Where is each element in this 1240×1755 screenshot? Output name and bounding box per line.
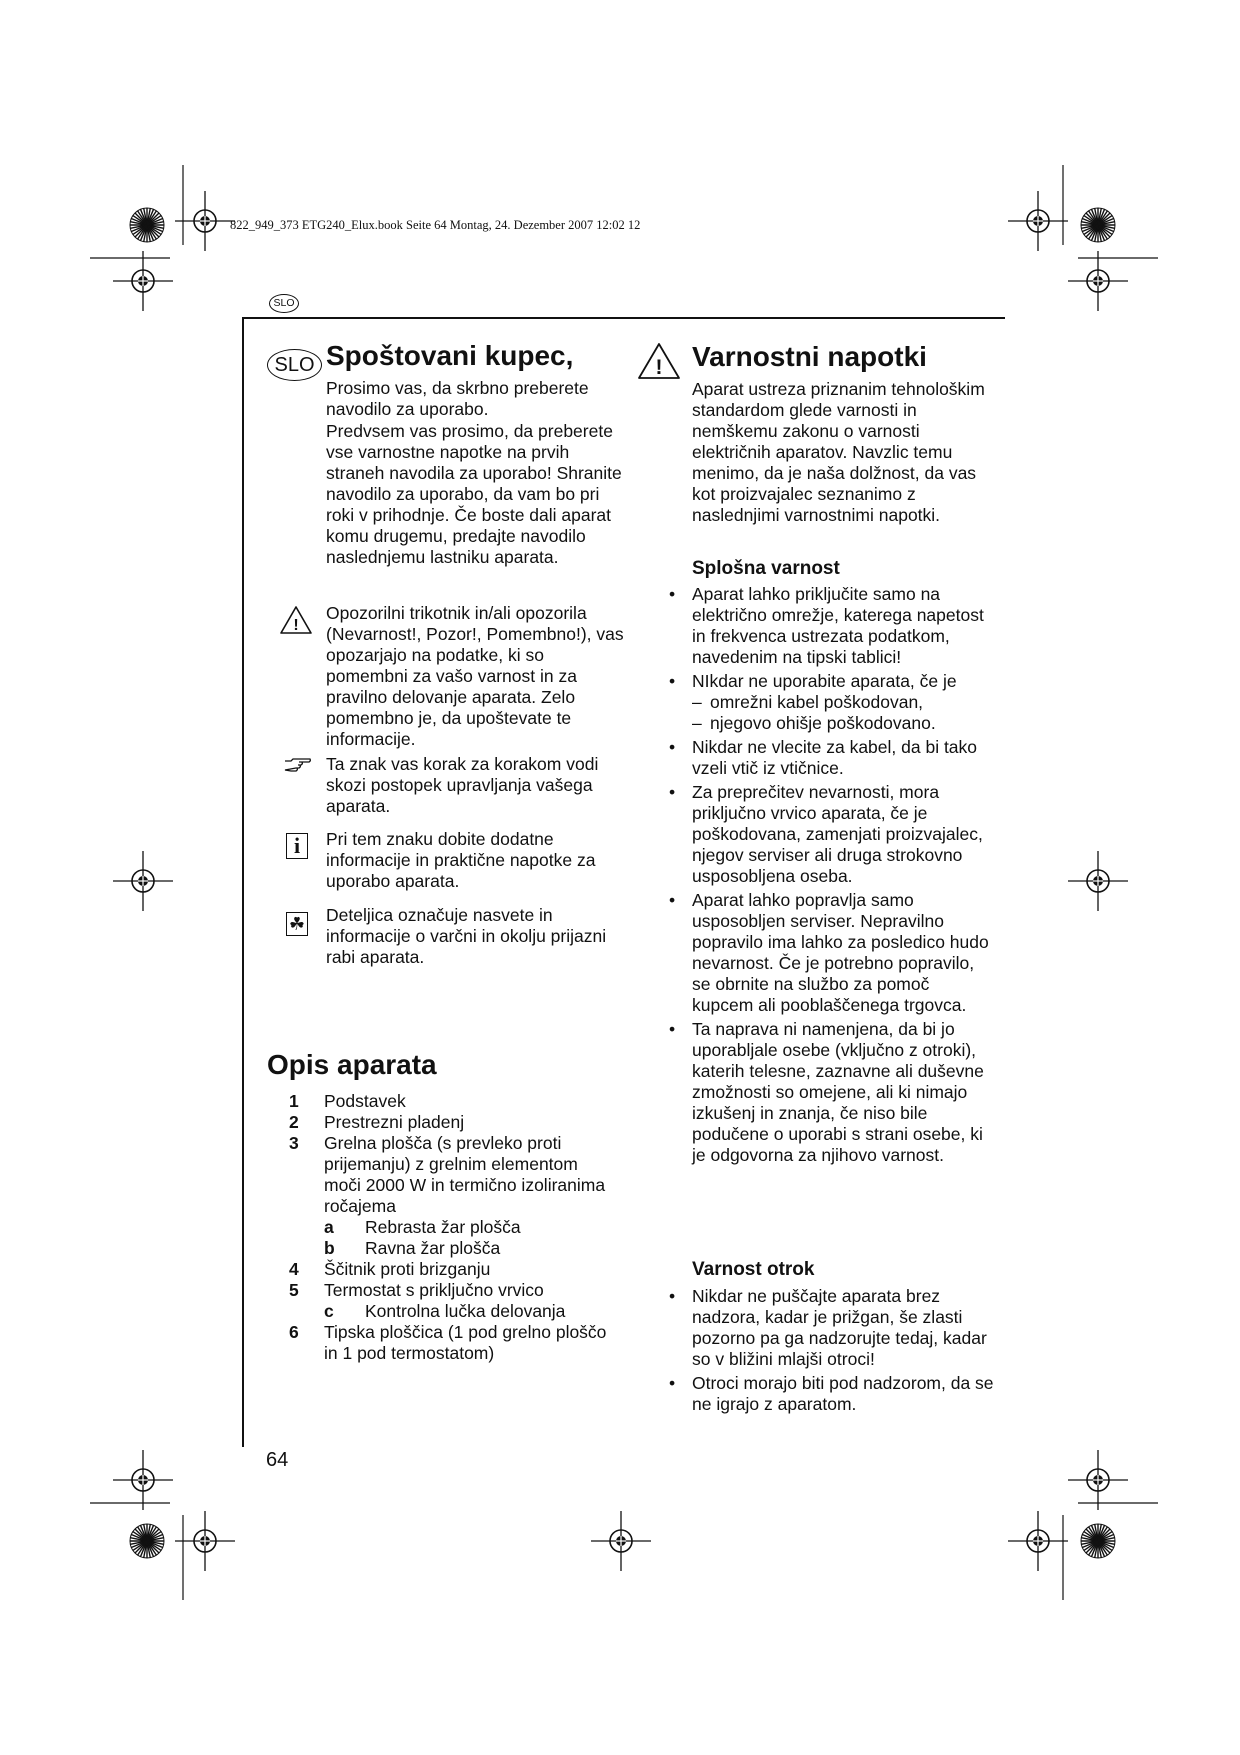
list-item: • Nikdar ne vlecite za kabel, da bi tako vzeli vtič iz vtičnice. — [674, 737, 994, 779]
list-item: • Ta naprava ni namenjena, da bi jo uporabljale osebe (vključno z otroki), katerih telesne, zaznavne ali duševne zmožnosti so omejene, ali ki nimajo izkušenj in znanja, če niso bile podučene o uporabi s strani osebe, ki je odgovorna za njihovo varnost. — [674, 1019, 994, 1166]
left-rule — [242, 317, 244, 1447]
list-item: • NIkdar ne uporabite aparata, če je – omrežni kabel poškodovan, – njegovo ohišje poškodovano. — [674, 671, 994, 734]
safety-warning-icon — [637, 342, 681, 380]
list-item: • Aparat lahko popravlja samo usposobljen serviser. Nepravilno popravilo ima lahko za posledico hudo nevarnost. Če je potrebno popravilo, se obrnite na službo za pomoč kupcem ali pooblaščenega trgovca. — [674, 890, 994, 1016]
sub-part-row: c Kontrolna lučka delovanja — [324, 1301, 566, 1321]
safety-intro: Aparat ustreza priznanim tehnološkim standardom glede varnosti in nemškemu zakonu o varnosti električnih aparatov. Navzlic temu menimo, da je naša dolžnost, da vas kot proizvajalec seznanimo z naslednjimi varnostnimi napotki. — [692, 379, 985, 525]
list-item: • Otroci morajo biti pod nadzorom, da se ne igrajo z aparatom. — [674, 1373, 994, 1415]
sub-part-row: a Rebrasta žar plošča — [324, 1217, 521, 1237]
info-icon: i — [286, 833, 308, 859]
svg-text:!: ! — [655, 356, 663, 379]
language-badge-large: SLO — [267, 349, 322, 381]
intro-paragraph: Prosimo vas, da skrbno preberete navodilo za uporabo. — [326, 378, 589, 419]
language-badge-small: SLO — [269, 294, 299, 313]
part-row: 4 Ščitnik proti brizganju — [289, 1259, 491, 1279]
general-safety-heading: Splošna varnost — [692, 558, 840, 579]
svg-text:!: ! — [293, 617, 299, 634]
sub-list-item: – njegovo ohišje poškodovano. — [692, 713, 994, 734]
list-item: • Aparat lahko priključite samo na električno omrežje, katerega napetost in frekvenca ustrezata podatkom, navedenim na tipski tablici! — [674, 584, 994, 668]
clover-icon: ☘ — [286, 912, 308, 936]
device-description-title: Opis aparata — [267, 1049, 437, 1080]
intro-paragraph: Predvsem vas prosimo, da preberete vse varnostne napotke na prvih straneh navodila za uporabo! Shranite navodilo za uporabo, da vam bo pri roki v prihodnje. Če boste dali aparat komu drugemu, predajte navodilo naslednjemu lastniku aparata. — [326, 421, 622, 567]
child-safety-list — [674, 1286, 994, 1418]
part-row: 2 Prestrezni pladenj — [289, 1112, 465, 1132]
list-item: • Nikdar ne puščajte aparata brez nadzora, kadar je prižgan, še zlasti pozorno pa ga nadzorujte tedaj, kadar so v bližini mlajši otroci! — [674, 1286, 994, 1370]
intro-text — [326, 378, 626, 569]
info-symbol-text: Pri tem znaku dobite dodatne informacije in praktične napotke za uporabo aparata. — [326, 829, 596, 891]
clover-symbol-text: Deteljica označuje nasvete in informacije o varčni in okolju prijazni rabi aparata. — [326, 905, 607, 967]
part-row: 3 Grelna plošča (s prevleko proti prijemanju) z grelnim elementom moči 2000 W in termično izoliranima ročajema a Rebrasta žar plošča b Ravna žar plošča — [289, 1133, 606, 1258]
safety-title: Varnostni napotki — [692, 341, 927, 372]
general-safety-list — [674, 584, 994, 1169]
warning-triangle-icon — [279, 605, 313, 635]
top-rule — [242, 317, 1005, 319]
step-symbol-text: Ta znak vas korak za korakom vodi skozi postopek upravljanja vašega aparata. — [326, 754, 599, 816]
greeting-title: Spoštovani kupec, — [326, 340, 574, 371]
sub-list-item: – omrežni kabel poškodovan, — [692, 692, 994, 713]
part-row: 6 Tipska ploščica (1 pod grelno ploščo in 1 pod termostatom) — [289, 1322, 607, 1363]
list-item: • Za preprečitev nevarnosti, mora priključno vrvico aparata, če je poškodovana, zamenjati proizvajalec, njegov serviser ali druga strokovno usposobljena oseba. — [674, 782, 994, 887]
sub-part-row: b Ravna žar plošča — [324, 1238, 501, 1258]
parts-list — [284, 1091, 624, 1364]
child-safety-heading: Varnost otrok — [692, 1259, 815, 1280]
part-row: 1 Podstavek — [289, 1091, 406, 1111]
file-info-header: 822_949_373 ETG240_Elux.book Seite 64 Montag, 24. Dezember 2007 12:02 12 — [230, 218, 641, 232]
warning-symbol-text: Opozorilni trikotnik in/ali opozorila (Nevarnost!, Pozor!, Pomembno!), vas opozarjajo na podatke, ki so pomembni za vašo varnost in za pravilno delovanje aparata. Zelo pomembno je, da upoštevate te informacije. — [326, 603, 624, 749]
part-row: 5 Termostat s priključno vrvico c Kontrolna lučka delovanja — [289, 1280, 566, 1321]
pointing-hand-icon — [283, 757, 311, 773]
page-number: 64 — [266, 1449, 289, 1471]
